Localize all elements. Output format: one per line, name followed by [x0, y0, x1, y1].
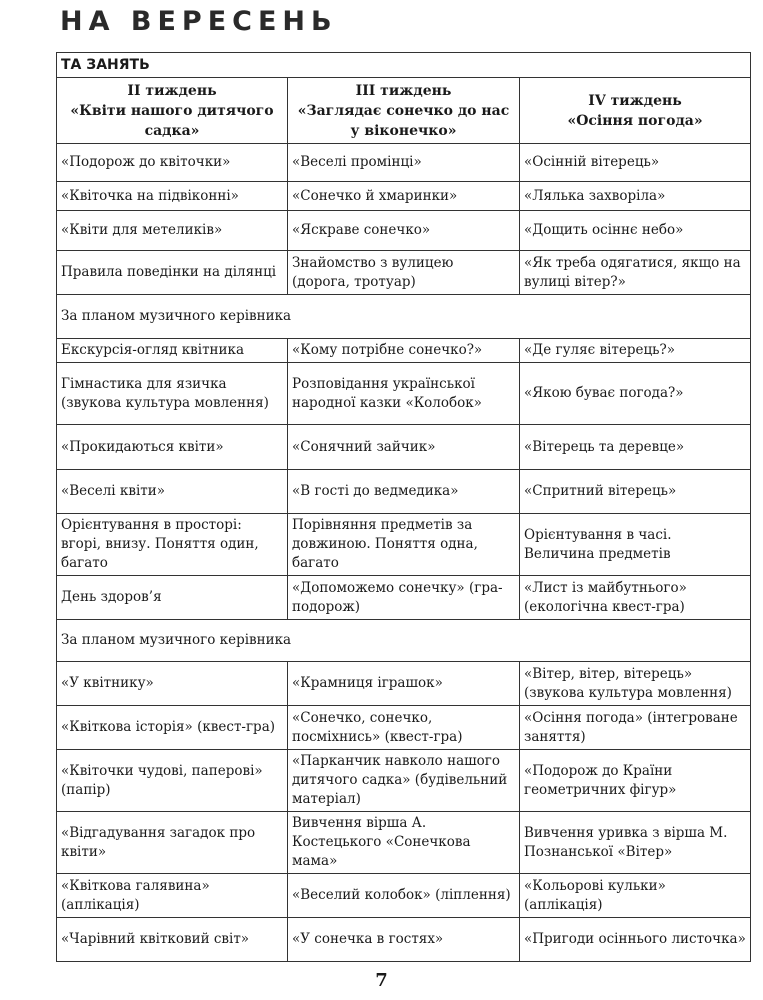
- table-cell: «Відгадування загадок про квіти»: [57, 812, 288, 874]
- week-theme: «Квіти нашого дитячого садка»: [70, 102, 274, 139]
- table-cell: «Сонечко, сонечко, посміхнись» (квест-гра): [288, 706, 520, 750]
- table-row: [57, 144, 751, 182]
- table-cell: Правила поведінки на ділянці: [57, 251, 288, 295]
- table-cell: «Подорож до Країни геометричних фігур»: [520, 750, 751, 812]
- week-header: [520, 78, 751, 144]
- table-cell: «Осіння погода» (інтегроване заняття): [520, 706, 751, 750]
- table-cell: «Квіточка на підвіконні»: [57, 182, 288, 211]
- table-row: [57, 662, 751, 706]
- week-header: [288, 78, 520, 144]
- table-cell: Розповідання української народної казки «Колобок»: [288, 363, 520, 425]
- table-row: [57, 251, 751, 295]
- table-cell: «Як треба одягатися, якщо на вулиці вітер?»: [520, 251, 751, 295]
- table-cell: «Осінній вітерець»: [520, 144, 751, 182]
- table-row: [57, 425, 751, 470]
- table-cell: «Квіткова галявина» (аплікація): [57, 874, 288, 918]
- table-cell: «Крамниця іграшок»: [288, 662, 520, 706]
- table-row: [57, 576, 751, 620]
- table-cell: «Дощить осіннє небо»: [520, 211, 751, 251]
- week-label: III тиждень: [355, 82, 452, 99]
- week-theme: «Заглядає сонечко до нас у віконечко»: [297, 102, 510, 139]
- page-heading: НА ВЕРЕСЕНЬ: [60, 6, 338, 37]
- table-cell: «Квіти для метеликів»: [57, 211, 288, 251]
- table-row: [57, 182, 751, 211]
- table-cell: «Веселі квіти»: [57, 470, 288, 514]
- table-cell: «Квіткова історія» (квест-гра): [57, 706, 288, 750]
- table-cell: «У сонечка в гостях»: [288, 918, 520, 962]
- table-cell: «Яскраве сонечко»: [288, 211, 520, 251]
- table-cell: Знайомство з вулицею (дорога, тротуар): [288, 251, 520, 295]
- table-row: [57, 750, 751, 812]
- week-header-row: [57, 78, 751, 144]
- section-title: ТА ЗАНЯТЬ: [57, 53, 751, 78]
- table-cell: «Кому потрібне сонечко?»: [288, 339, 520, 363]
- table-cell: «Подорож до квіточки»: [57, 144, 288, 182]
- table-cell: Орієнтування в просторі: вгорі, внизу. Поняття один, багато: [57, 514, 288, 576]
- table-row: [57, 470, 751, 514]
- table-cell: «Квіточки чудові, паперові» (папір): [57, 750, 288, 812]
- table-cell: День здоров’я: [57, 576, 288, 620]
- table-cell: «Пригоди осіннього листочка»: [520, 918, 751, 962]
- table-row: [57, 514, 751, 576]
- table-cell: «У квітнику»: [57, 662, 288, 706]
- table-row: [57, 211, 751, 251]
- table-cell: «Допоможемо сонечку» (гра-подорож): [288, 576, 520, 620]
- table-cell: «В гості до ведмедика»: [288, 470, 520, 514]
- table-cell: «Якою буває погода?»: [520, 363, 751, 425]
- table-cell: «Парканчик навколо нашого дитячого садка» (будівельний матеріал): [288, 750, 520, 812]
- section-title-row: [57, 53, 751, 78]
- week-label: IV тиждень: [588, 92, 682, 109]
- week-label: II тиждень: [127, 82, 217, 99]
- table-row: [57, 339, 751, 363]
- music-note: За планом музичного керівника: [57, 295, 751, 339]
- table-cell: «Кольорові кульки» (аплікація): [520, 874, 751, 918]
- table-cell: Екскурсія-огляд квітника: [57, 339, 288, 363]
- activity-plan-table: [56, 52, 751, 962]
- table-cell: «Чарівний квітковий світ»: [57, 918, 288, 962]
- week-theme: «Осіння погода»: [567, 112, 703, 129]
- table-cell: «Сонечко й хмаринки»: [288, 182, 520, 211]
- table-row: [57, 706, 751, 750]
- table-cell: «Вітер, вітер, вітерець» (звукова культура мовлення): [520, 662, 751, 706]
- table-row: [57, 918, 751, 962]
- table-cell: «Веселі промінці»: [288, 144, 520, 182]
- table-row: [57, 363, 751, 425]
- table-row: [57, 812, 751, 874]
- music-note-row: [57, 620, 751, 662]
- table-cell: «Прокидаються квіти»: [57, 425, 288, 470]
- table-cell: «Сонячний зайчик»: [288, 425, 520, 470]
- table-cell: Гімнастика для язичка (звукова культура мовлення): [57, 363, 288, 425]
- table-cell: «Веселий колобок» (ліплення): [288, 874, 520, 918]
- page-number: 7: [375, 970, 388, 991]
- table-cell: «Лялька захворіла»: [520, 182, 751, 211]
- table-cell: «Де гуляє вітерець?»: [520, 339, 751, 363]
- table-cell: «Спритний вітерець»: [520, 470, 751, 514]
- music-note-row: [57, 295, 751, 339]
- table-row: [57, 874, 751, 918]
- table-cell: Порівняння предметів за довжиною. Поняття одна, багато: [288, 514, 520, 576]
- table-cell: Орієнтування в часі. Величина предметів: [520, 514, 751, 576]
- music-note: За планом музичного керівника: [57, 620, 751, 662]
- table-cell: Вивчення вірша А. Костецького «Сонечкова мама»: [288, 812, 520, 874]
- table-cell: «Лист із майбутнього» (екологічна квест-гра): [520, 576, 751, 620]
- table-cell: «Вітерець та деревце»: [520, 425, 751, 470]
- week-header: [57, 78, 288, 144]
- table-cell: Вивчення уривка з вірша М. Познанської «Вітер»: [520, 812, 751, 874]
